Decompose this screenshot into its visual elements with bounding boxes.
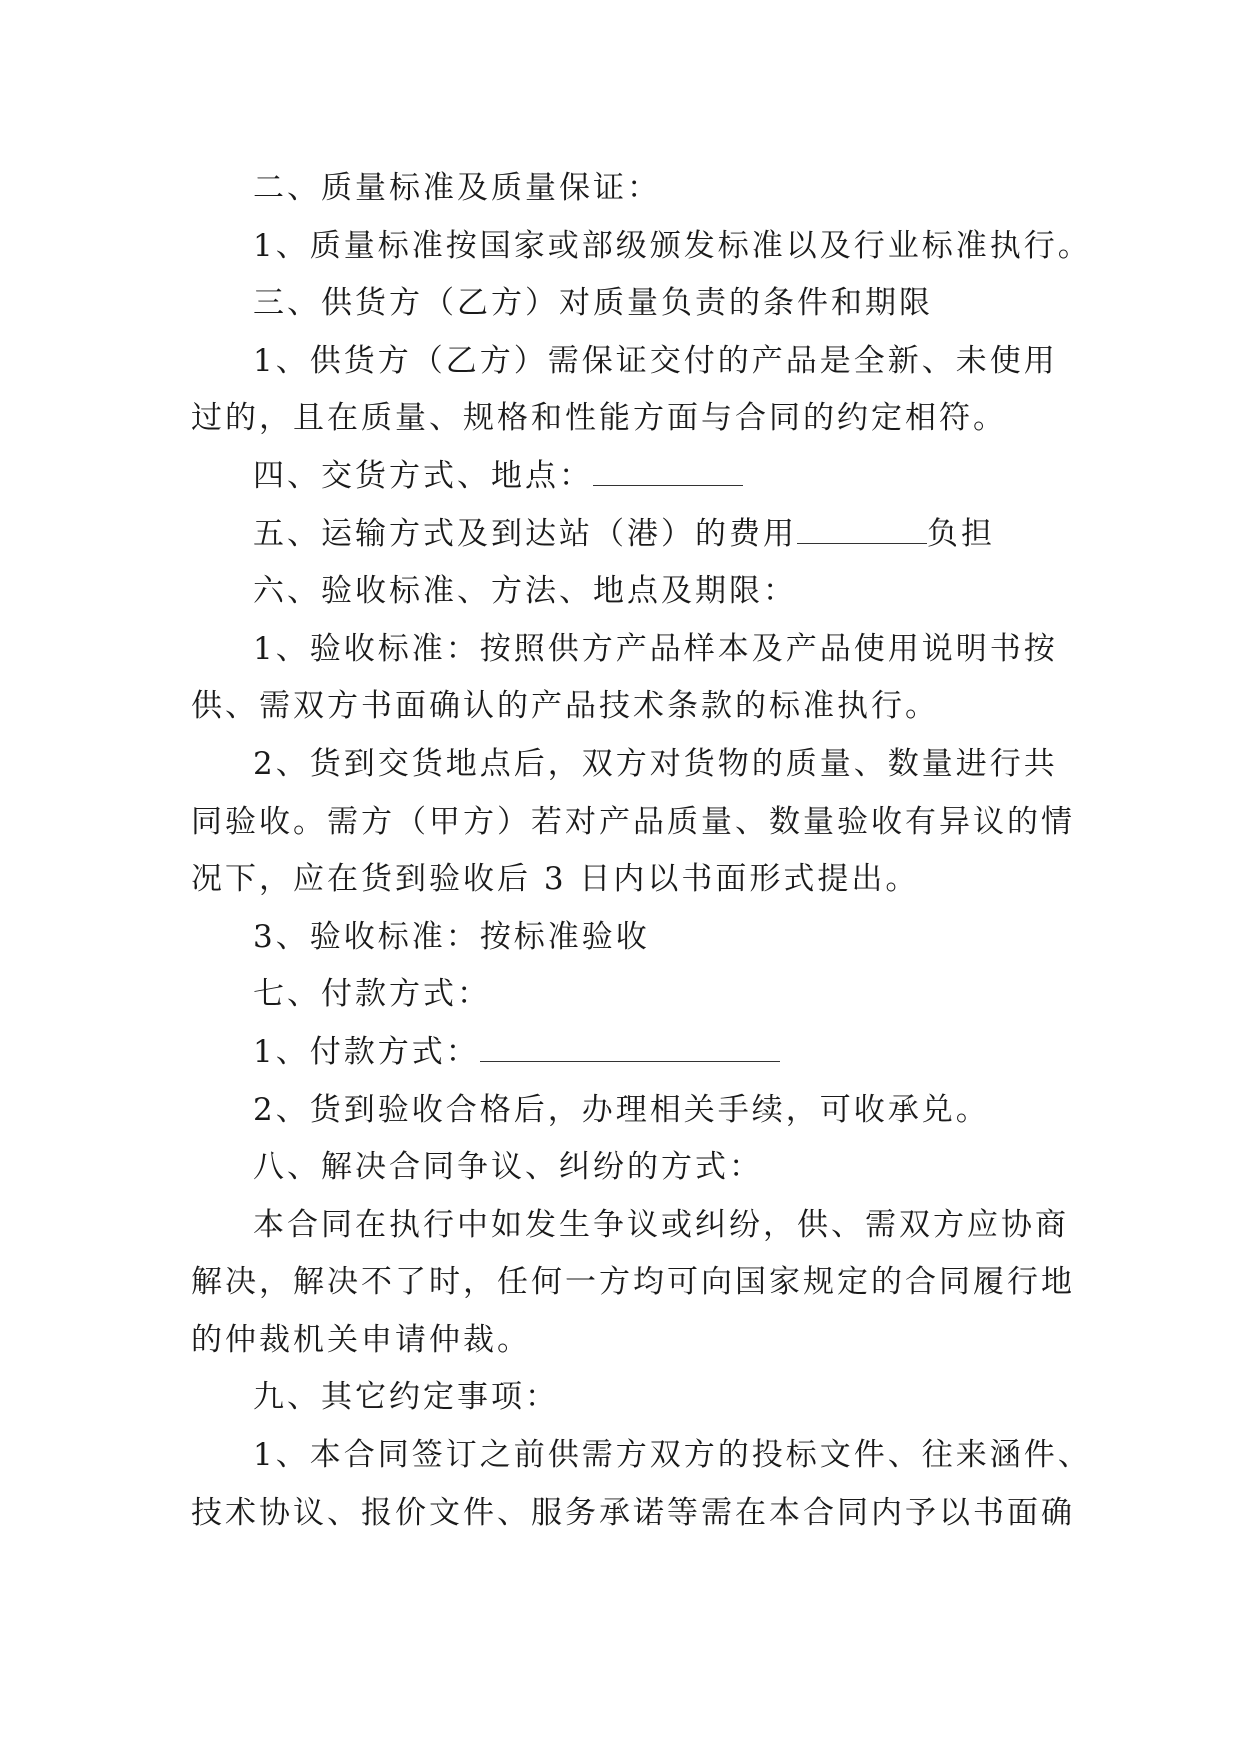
payment-method-blank [480,1025,780,1062]
paragraph-line: 3、验收标准：按标准验收 [253,918,650,955]
payment-method-line [191,1024,1071,1082]
section-heading-other: 九、其它约定事项： [253,1379,559,1416]
paragraph-line: 2、货到交货地点后，双方对货物的质量、数量进行共 [253,745,1058,782]
paragraph-line: 1、验收标准：按照供方产品样本及产品使用说明书按 [253,630,1058,667]
paragraph-line: 本合同在执行中如发生争议或纠纷，供、需双方应协商 [253,1206,1069,1243]
transport-cost-blank [797,507,927,544]
paragraph-line: 技术协议、报价文件、服务承诺等需在本合同内予以书面确 [191,1494,1075,1531]
section-heading-dispute: 八、解决合同争议、纠纷的方式： [253,1149,763,1186]
paragraph-line: 同验收。需方（甲方）若对产品质量、数量验收有异议的情 [191,803,1075,840]
transport-label: 五、运输方式及到达站（港）的费用 [253,515,797,552]
section-heading-quality: 二、质量标准及质量保证： [253,170,661,206]
transport-suffix: 负担 [927,515,995,552]
paragraph-line: 况下，应在货到验收后 3 日内以书面形式提出。 [191,861,920,898]
section-heading-payment: 七、付款方式： [253,976,491,1013]
paragraph-line: 1、本合同签订之前供需方双方的投标文件、往来涵件、 [253,1437,1092,1474]
paragraph-line: 1、供货方（乙方）需保证交付的产品是全新、未使用 [253,342,1058,379]
section-heading-supplier-responsibility: 三、供货方（乙方）对质量负责的条件和期限 [253,285,933,322]
delivery-blank [593,449,743,486]
section-heading-transport [191,506,1071,564]
document-body [191,160,1092,1542]
payment-method-label: 1、付款方式： [253,1033,480,1070]
paragraph-line: 供、需双方书面确认的产品技术条款的标准执行。 [191,688,939,725]
paragraph-line: 过的，且在质量、规格和性能方面与合同的约定相符。 [191,400,1007,437]
paragraph-line: 2、货到验收合格后，办理相关手续，可收承兑。 [253,1091,990,1128]
section-heading-delivery [191,448,1071,506]
paragraph-line: 1、质量标准按国家或部级颁发标准以及行业标准执行。 [253,227,1092,264]
delivery-label: 四、交货方式、地点： [253,457,593,494]
section-heading-acceptance: 六、验收标准、方法、地点及期限： [253,573,797,610]
paragraph-line: 解决，解决不了时，任何一方均可向国家规定的合同履行地 [191,1264,1075,1301]
paragraph-line: 的仲裁机关申请仲裁。 [191,1321,531,1358]
